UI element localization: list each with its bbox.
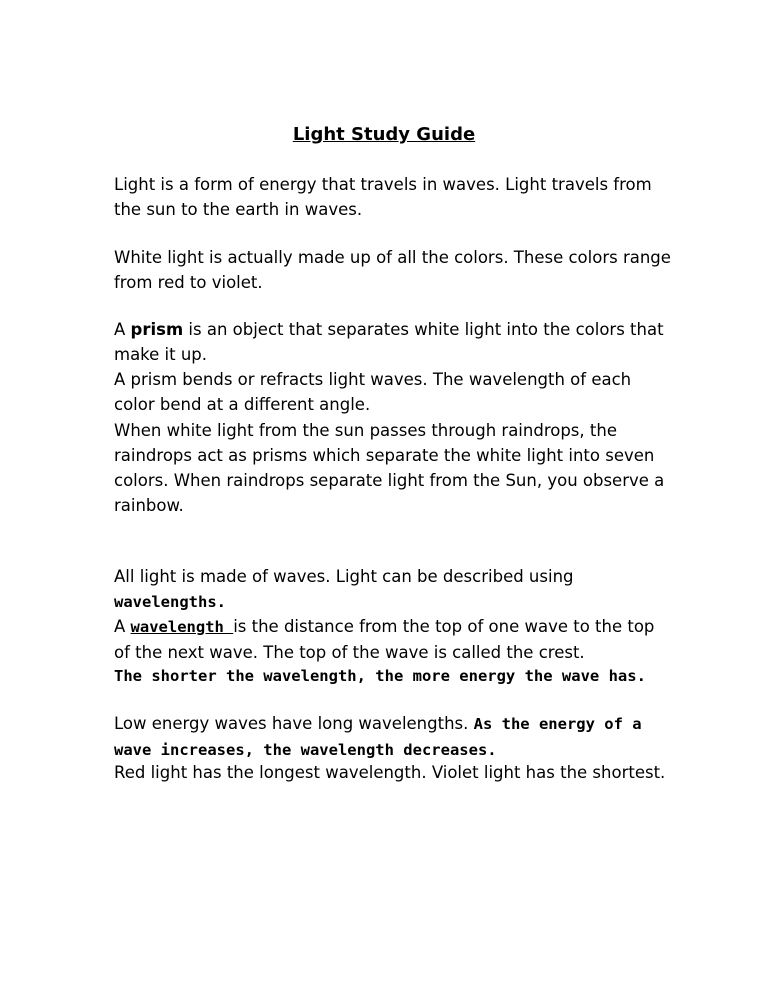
- paragraph-red-violet: [114, 760, 674, 785]
- paragraph-wavelength-definition: [114, 614, 674, 665]
- paragraph-prism-bends: [114, 367, 674, 417]
- paragraph-white-light: [114, 245, 674, 295]
- paragraph-prism-definition: [114, 317, 674, 367]
- wavelength-prefix: A: [114, 617, 131, 636]
- energy-wavelength-emphasis: As the energy of a wave increases, the wavelength decreases.: [114, 715, 642, 759]
- prism-prefix: A: [114, 320, 131, 339]
- paragraph-light-energy-text: Light is a form of energy that travels in waves. Light travels from the sun to the earth in waves.: [114, 175, 652, 219]
- page-title: Light Study Guide: [292, 124, 476, 145]
- red-violet-text: Red light has the longest wavelength. Violet light has the shortest.: [114, 763, 666, 782]
- paragraph-rainbow: [114, 418, 674, 518]
- paragraph-shorter-wavelength: [114, 664, 674, 689]
- low-energy-text: Low energy waves have long wavelengths.: [114, 714, 474, 733]
- wavelength-term: wavelength: [130, 618, 234, 636]
- prism-definition-text: is an object that separates white light into the colors that make it up.: [114, 320, 664, 364]
- light-waves-text: All light is made of waves. Light can be described using: [114, 567, 574, 586]
- paragraph-light-waves: [114, 564, 674, 615]
- shorter-wavelength-text: The shorter the wavelength, the more energy the wave has.: [114, 667, 646, 685]
- paragraph-low-energy: [114, 711, 674, 763]
- prism-term: prism: [130, 320, 184, 339]
- paragraph-prism-bends-text: A prism bends or refracts light waves. The wavelength of each color bend at a different angle.: [114, 370, 632, 414]
- paragraph-white-light-text: White light is actually made up of all the colors. These colors range from red to violet.: [114, 248, 671, 292]
- paragraph-rainbow-text: When white light from the sun passes through raindrops, the raindrops act as prisms which separate the white light into seven colors. When raindrops separate light from the Sun, you observe a rainbow.: [114, 421, 665, 515]
- wavelength-definition-text: is the distance from the top of one wave to the top of the next wave. The top of the wave is called the crest.: [114, 617, 655, 662]
- paragraph-light-energy: [114, 172, 674, 222]
- wavelengths-term: wavelengths.: [114, 593, 226, 611]
